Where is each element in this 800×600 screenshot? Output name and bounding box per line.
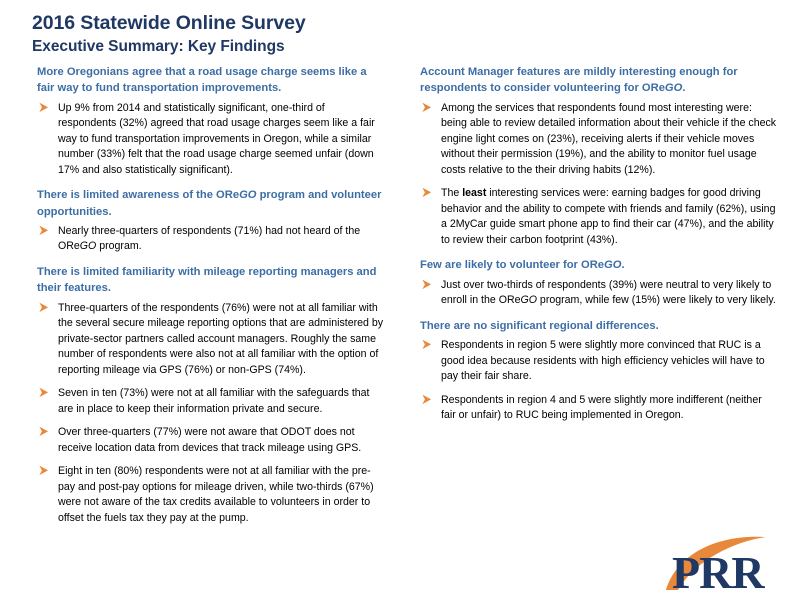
section-heading: [420, 318, 778, 334]
text-span: .: [621, 259, 625, 272]
bold-span: least: [462, 187, 487, 200]
section-heading: [37, 264, 384, 297]
bullet-text: [441, 393, 778, 424]
text-span: interesting services were: earning badges for good driving behavior and the ability to compete with friends and family (62%), using a 2MyCar guide smart phone app to find their car (47%), and the ability to review their carbon footprint (43%).: [441, 187, 776, 246]
italic-span: GO: [604, 259, 622, 272]
section-heading: [37, 64, 384, 97]
text-span: Few are likely to volunteer for ORe: [420, 259, 605, 272]
arrow-bullet-icon: [421, 187, 435, 200]
section-heading: [420, 257, 778, 273]
text-span: Over three-quarters (77%) were not aware that ODOT does not receive location data from devices that track mileage using GPS.: [58, 426, 362, 454]
bullet-item: [420, 101, 778, 179]
findings-group: [37, 64, 384, 178]
right-column: [400, 64, 800, 424]
left-column: [0, 64, 400, 526]
bullet-item: [420, 186, 778, 248]
prr-logo-text: PRR: [672, 547, 764, 592]
text-span: .: [682, 82, 686, 95]
section-heading: [420, 64, 778, 97]
arrow-bullet-icon: [38, 465, 52, 478]
bullet-text: [441, 278, 778, 309]
bullet-text: [58, 386, 384, 417]
bullet-item: [37, 464, 384, 526]
italic-span: GO: [239, 189, 257, 202]
bullet-item: [420, 393, 778, 424]
page-title: 2016 Statewide Online Survey: [32, 12, 306, 34]
bullet-item: [37, 301, 384, 379]
prr-logo-graphic: [662, 530, 784, 592]
text-span: Account Manager features are mildly interesting enough for respondents to consider volunteering for ORe: [420, 66, 738, 95]
arrow-bullet-icon: [38, 302, 52, 315]
bullet-text: [441, 186, 778, 248]
prr-logo: [662, 530, 784, 592]
section-heading: [37, 187, 384, 220]
text-span: Just over two-thirds of respondents (39%) were neutral to very likely to enroll in the ORe: [441, 278, 772, 307]
text-span: program.: [96, 240, 142, 253]
text-span: There is limited awareness of the ORe: [37, 189, 240, 202]
title-block: [32, 12, 772, 56]
arrow-bullet-icon: [421, 339, 435, 352]
bullet-item: [37, 224, 384, 255]
findings-group: [420, 318, 778, 424]
text-span: Respondents in region 5 were slightly more convinced that RUC is a good idea because residents with high efficiency vehicles will have to pay their fair share.: [441, 339, 765, 383]
italic-span: GO: [520, 294, 537, 307]
arrow-bullet-icon: [38, 426, 52, 439]
text-span: Eight in ten (80%) respondents were not at all familiar with the pre-pay and post-pay options for mileage driven, while two-thirds (67%) were not aware of the tax credits available to volunteers in order to offset the fuels tax they pay at the pump.: [58, 465, 374, 524]
text-span: Three-quarters of the respondents (76%) were not at all familiar with the several secure mileage reporting options that are administered by private-sector partners called account managers. Roughly the same number of respondents were also not at all familiar with the option of reporting mileage via GPS (76%) or non-GPS (74%).: [58, 301, 384, 376]
bullet-text: [58, 464, 384, 526]
text-span: There are no significant regional differences.: [420, 319, 659, 332]
text-span: Up 9% from 2014 and statistically significant, one-third of respondents (32%) agreed that road usage charges seem like a fair way to fund transportation improvements in Oregon, while a similar number (33%) felt that the road usage charge seemed unfair (down 17% and also statistically significant).: [58, 101, 375, 176]
page-subtitle: Executive Summary: Key Findings: [32, 38, 285, 55]
text-span: Among the services that respondents found most interesting were: being able to review detailed information about their vehicle if the check engine light comes on (23%), receiving alerts if their vehicle moves without their permission (19%), and the ability to monitor fuel usage costs relative to the their driving habits (12%).: [441, 101, 777, 176]
findings-group: [420, 64, 778, 248]
bullet-text: [58, 101, 384, 179]
bullet-item: [420, 278, 778, 309]
findings-group: [420, 257, 778, 308]
bullet-text: [441, 338, 778, 385]
arrow-bullet-icon: [38, 387, 52, 400]
bullet-item: [420, 338, 778, 385]
arrow-bullet-icon: [421, 102, 435, 115]
text-span: Seven in ten (73%) were not at all familiar with the safeguards that are in place to keep their information private and secure.: [58, 387, 370, 415]
text-span: Respondents in region 4 and 5 were slightly more indifferent (neither fair or unfair) to RUC being implemented in Oregon.: [441, 393, 762, 422]
arrow-bullet-icon: [38, 225, 52, 238]
bullet-text: [58, 224, 384, 255]
findings-group: [37, 264, 384, 526]
arrow-bullet-icon: [421, 394, 435, 407]
findings-group: [37, 187, 384, 255]
italic-span: GO: [664, 82, 683, 95]
bullet-item: [37, 425, 384, 456]
text-span: program, while few (15%) were likely to very likely.: [536, 294, 776, 307]
text-span: program and volunteer opportunities.: [37, 189, 382, 218]
text-span: The: [441, 187, 463, 200]
italic-span: GO: [79, 240, 97, 253]
bullet-item: [37, 101, 384, 179]
body-columns: [0, 64, 800, 526]
bullet-text: [58, 425, 384, 456]
bullet-text: [58, 301, 384, 379]
bullet-text: [441, 101, 778, 179]
text-span: More Oregonians agree that a road usage charge seems like a fair way to fund transportation improvements.: [37, 66, 367, 95]
text-span: There is limited familiarity with mileage reporting managers and their features.: [37, 265, 377, 295]
text-span: Nearly three-quarters of respondents (71%) had not heard of the ORe: [58, 224, 361, 253]
arrow-bullet-icon: [38, 102, 52, 115]
bullet-item: [37, 386, 384, 417]
arrow-bullet-icon: [421, 279, 435, 292]
